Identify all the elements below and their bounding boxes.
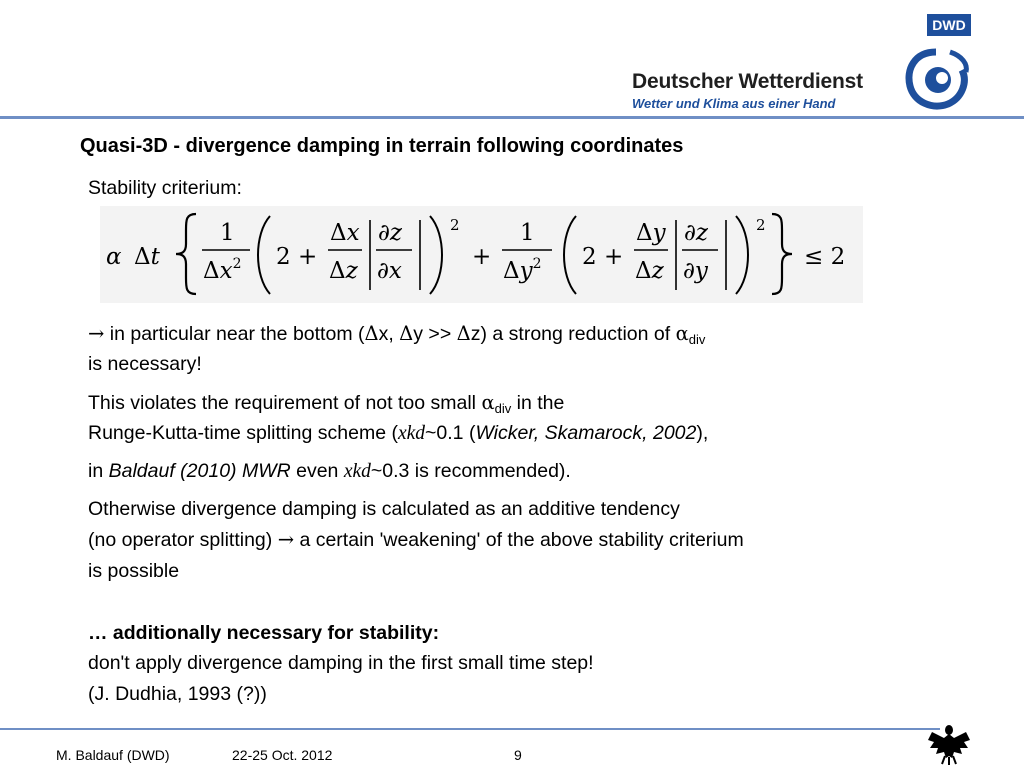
paragraph-dudhia-reference: (J. Dudhia, 1993 (?)) xyxy=(88,683,267,705)
svg-text:∂z: ∂z xyxy=(684,220,709,246)
svg-text:α: α xyxy=(106,244,122,270)
svg-text:+: + xyxy=(472,244,492,270)
paragraph-first-step: don't apply divergence damping in the first small time step! xyxy=(88,652,594,674)
footer-date: 22-25 Oct. 2012 xyxy=(232,747,333,763)
paragraph-violation: This violates the requirement of not too small $\alpha_{div}$ in the xyxy=(88,391,565,416)
svg-text:2: 2 xyxy=(756,216,766,234)
reference-wicker-skamarock: Wicker, Skamarock, 2002 xyxy=(475,422,697,444)
svg-text:≤ 2: ≤ 2 xyxy=(804,244,846,270)
svg-text:Δy2: $\Delta y^2$ xyxy=(503,256,542,284)
svg-text:2: 2 xyxy=(450,216,460,234)
svg-text:1: 1 xyxy=(220,220,235,246)
arrow-icon: → xyxy=(277,528,295,551)
dwd-wordmark xyxy=(632,70,890,111)
svg-text:Δx: Δx xyxy=(330,220,360,246)
slide-title: Quasi-3D - divergence damping in terrain following coordinates xyxy=(80,135,684,157)
header-rule xyxy=(0,116,1024,119)
footer-page-number: 9 xyxy=(514,747,522,763)
svg-text:1: 1 xyxy=(520,220,535,246)
federal-eagle-icon xyxy=(926,722,972,771)
svg-text:2 +: 2 + xyxy=(582,244,624,270)
logo-slogan: Wetter und Klima aus einer Hand xyxy=(632,96,836,111)
paragraph-violation-line2: Runge-Kutta-time splitting scheme (xkd~0.1 (Wicker, Skamarock, 2002), xyxy=(88,422,709,444)
logo-name: Deutscher Wetterdienst xyxy=(632,70,863,93)
paragraph-additive-tendency-line3: is possible xyxy=(88,560,180,582)
paragraph-additive-tendency-line2: (no operator splitting) → a certain 'weakening' of the above stability criterium xyxy=(88,528,744,551)
svg-text:Δz: Δz xyxy=(329,258,358,284)
footer-rule xyxy=(0,728,940,730)
stability-label: Stability criterium: xyxy=(88,177,242,199)
svg-text:Δz: Δz xyxy=(635,258,664,284)
paragraph-bottom-reduction: → in particular near the bottom (Δx, Δy >> Δz) a strong reduction of $\alpha_{div}$ xyxy=(88,322,706,347)
reference-baldauf: Baldauf (2010) MWR xyxy=(108,460,291,482)
svg-text:Δy: Δy xyxy=(636,220,666,246)
dwd-logo-icon xyxy=(900,12,972,117)
logo-badge: DWD xyxy=(932,17,966,33)
svg-text:∂y: ∂y xyxy=(683,258,708,284)
svg-text:∂z: ∂z xyxy=(378,220,403,246)
paragraph-baldauf: in Baldauf (2010) MWR even xkd~0.3 is recommended). xyxy=(88,460,571,482)
footer-author: M. Baldauf (DWD) xyxy=(56,747,170,763)
stability-formula xyxy=(100,206,863,303)
svg-text:Δx2: $\Delta x^2$ xyxy=(203,256,242,284)
paragraph-bottom-reduction-line2: is necessary! xyxy=(88,353,202,375)
svg-text:2 +: 2 + xyxy=(276,244,318,270)
svg-text:Δt: Δt xyxy=(134,244,160,270)
paragraph-additive-tendency: Otherwise divergence damping is calculated as an additive tendency xyxy=(88,498,680,520)
paragraph-additional-heading: … additionally necessary for stability: xyxy=(88,622,440,644)
svg-text:∂x: ∂x xyxy=(377,258,402,284)
